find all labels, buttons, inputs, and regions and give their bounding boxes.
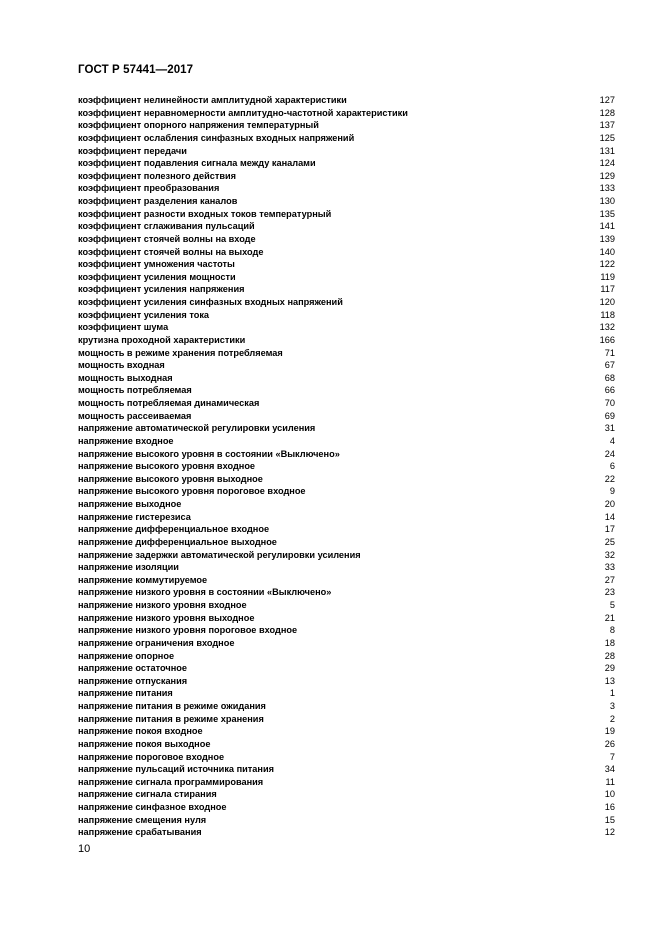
index-number: 4	[609, 435, 615, 446]
index-entry	[78, 675, 615, 688]
index-term: коэффициент стоячей волны на выходе	[78, 246, 264, 257]
index-entry	[78, 549, 615, 562]
index-entry	[78, 776, 615, 789]
index-term: коэффициент ослабления синфазных входных напряжений	[78, 132, 355, 143]
index-entry	[78, 523, 615, 536]
index-entry	[78, 586, 615, 599]
index-term: напряжение синфазное входное	[78, 802, 227, 812]
index-number: 125	[599, 132, 615, 143]
index-term: напряжение опорное	[78, 650, 175, 661]
index-entry	[78, 637, 615, 650]
index-number: 129	[599, 170, 615, 181]
index-number: 10	[604, 789, 615, 800]
index-entry	[78, 182, 615, 195]
index-number: 21	[604, 612, 615, 623]
index-entry	[78, 119, 615, 132]
index-entry	[78, 687, 615, 700]
index-number: 120	[599, 297, 615, 307]
index-number: 6	[609, 461, 615, 472]
index-term: напряжение высокого уровня в состоянии «Выключено»	[78, 448, 340, 459]
index-entry	[78, 624, 615, 637]
index-number: 16	[604, 802, 615, 812]
index-number: 23	[604, 587, 615, 598]
index-term: напряжение входное	[78, 435, 174, 446]
index-number: 3	[609, 701, 615, 711]
index-entry	[78, 561, 615, 574]
index-term: коэффициент умножения частоты	[78, 259, 235, 270]
index-term: коэффициент шума	[78, 322, 169, 333]
index-term: коэффициент подавления сигнала между каналами	[78, 158, 316, 169]
index-number: 18	[604, 637, 615, 648]
index-term: напряжение высокого уровня пороговое входное	[78, 486, 306, 497]
index-term: напряжение выходное	[78, 499, 182, 509]
index-number: 24	[604, 448, 615, 459]
index-entry	[78, 107, 615, 120]
index-term: напряжение остаточное	[78, 663, 187, 674]
index-number: 133	[599, 183, 615, 194]
index-term: коэффициент усиления напряжения	[78, 284, 245, 295]
index-number: 27	[604, 574, 615, 585]
index-number: 31	[604, 423, 615, 434]
index-term: напряжение дифференциальное входное	[78, 524, 270, 535]
index-term: коэффициент полезного действия	[78, 170, 236, 181]
index-number: 166	[599, 334, 615, 345]
index-number: 34	[604, 764, 615, 775]
index-term: коэффициент преобразования	[78, 183, 220, 194]
index-term: коэффициент передачи	[78, 145, 187, 156]
index-entry	[78, 826, 615, 839]
index-term: напряжение покоя входное	[78, 726, 203, 737]
index-term: напряжение покоя выходное	[78, 738, 211, 749]
index-entry	[78, 448, 615, 461]
index-term: напряжение пороговое входное	[78, 751, 225, 762]
index-number: 131	[599, 145, 615, 156]
index-entry	[78, 132, 615, 145]
index-term: коэффициент разности входных токов температурный	[78, 208, 332, 219]
index-entry	[78, 713, 615, 726]
page-number: 10	[78, 843, 91, 855]
index-entry	[78, 498, 615, 511]
index-term: напряжение питания в режиме ожидания	[78, 701, 266, 711]
index-entry	[78, 296, 615, 309]
index-entry	[78, 334, 615, 347]
index-number: 66	[604, 385, 615, 396]
index-term: коэффициент разделения каналов	[78, 196, 238, 206]
index-term: напряжение сигнала стирания	[78, 789, 217, 800]
index-term: напряжение низкого уровня в состоянии «Выключено»	[78, 587, 332, 598]
index-term: мощность рассеиваемая	[78, 410, 192, 421]
index-number: 29	[604, 663, 615, 674]
index-number: 128	[599, 107, 615, 118]
index-entry	[78, 170, 615, 183]
index-entry	[78, 612, 615, 625]
index-number: 68	[604, 372, 615, 383]
index-number: 69	[604, 410, 615, 421]
index-entry	[78, 157, 615, 170]
index-number: 140	[599, 246, 615, 257]
index-entry	[78, 359, 615, 372]
index-term: напряжение ограничения входное	[78, 637, 235, 648]
index-number: 124	[599, 158, 615, 169]
index-term: мощность в режиме хранения потребляемая	[78, 347, 283, 358]
index-number: 25	[604, 536, 615, 547]
index-number: 9	[609, 486, 615, 497]
index-term: напряжение задержки автоматической регулировки усиления	[78, 549, 361, 560]
index-term: коэффициент усиления мощности	[78, 271, 236, 282]
index-number: 15	[604, 814, 615, 825]
index-number: 67	[604, 360, 615, 371]
index-term: напряжение низкого уровня выходное	[78, 612, 255, 623]
index-entry	[78, 751, 615, 764]
index-entry	[78, 258, 615, 271]
index-term: коэффициент опорного напряжения температурный	[78, 120, 319, 131]
index-entry	[78, 145, 615, 158]
index-term: напряжение высокого уровня выходное	[78, 473, 263, 484]
index-term: напряжение автоматической регулировки усиления	[78, 423, 316, 434]
index-entry	[78, 599, 615, 612]
index-term: напряжение гистерезиса	[78, 511, 191, 522]
index-number: 26	[604, 738, 615, 749]
index-entry	[78, 511, 615, 524]
index-entry	[78, 309, 615, 322]
index-number: 117	[600, 284, 615, 295]
index-term: крутизна проходной характеристики	[78, 334, 246, 345]
index-entry	[78, 94, 615, 107]
index-term: напряжение срабатывания	[78, 827, 202, 838]
index-term: мощность потребляемая динамическая	[78, 398, 260, 408]
index-term: коэффициент стоячей волны на входе	[78, 233, 256, 244]
index-number: 28	[604, 650, 615, 661]
index-term: напряжение пульсаций источника питания	[78, 764, 274, 775]
index-number: 118	[600, 309, 615, 320]
index-number: 7	[609, 751, 615, 762]
index-entry	[78, 397, 615, 410]
index-entry	[78, 473, 615, 486]
index-term: напряжение коммутируемое	[78, 574, 208, 585]
index-term: напряжение низкого уровня входное	[78, 600, 247, 610]
index-entry	[78, 321, 615, 334]
index-term: коэффициент нелинейности амплитудной характеристики	[78, 95, 347, 105]
index-entry	[78, 574, 615, 587]
index-term: мощность потребляемая	[78, 385, 192, 396]
index-number: 20	[604, 499, 615, 509]
index-term: мощность входная	[78, 360, 165, 371]
index-term: напряжение сигнала программирования	[78, 776, 264, 787]
index-term: напряжение питания	[78, 688, 173, 699]
index-entry	[78, 283, 615, 296]
index-entry	[78, 410, 615, 423]
index-term: напряжение высокого уровня входное	[78, 461, 256, 472]
index-entry	[78, 801, 615, 814]
index-entry	[78, 536, 615, 549]
index-number: 122	[599, 259, 615, 270]
index-entry	[78, 372, 615, 385]
index-number: 19	[604, 726, 615, 737]
index-number: 13	[604, 675, 615, 686]
index-number: 33	[604, 562, 615, 573]
index-number: 127	[599, 95, 615, 105]
index-term: напряжение низкого уровня пороговое входное	[78, 625, 298, 636]
index-term: коэффициент сглаживания пульсаций	[78, 221, 255, 232]
document-header: ГОСТ Р 57441—2017	[78, 64, 194, 76]
index-number: 132	[599, 322, 615, 333]
index-term: напряжение изоляции	[78, 562, 179, 573]
index-term: мощность выходная	[78, 372, 173, 383]
index-term: коэффициент усиления синфазных входных напряжений	[78, 297, 343, 307]
index-entry	[78, 814, 615, 827]
index-entry	[78, 725, 615, 738]
index-entry	[78, 384, 615, 397]
index-number: 119	[600, 271, 615, 282]
index-number: 32	[604, 549, 615, 560]
index-number: 70	[604, 398, 615, 408]
index-term: коэффициент усиления тока	[78, 309, 210, 320]
index-entry	[78, 460, 615, 473]
index-entry	[78, 763, 615, 776]
index-number: 141	[599, 221, 615, 232]
index-entry	[78, 738, 615, 751]
index-number: 12	[604, 827, 615, 838]
index-number: 137	[599, 120, 615, 131]
term-index-list	[78, 94, 615, 839]
index-entry	[78, 788, 615, 801]
index-term: коэффициент неравномерности амплитудно-частотной характеристики	[78, 107, 408, 118]
index-term: напряжение дифференциальное выходное	[78, 536, 277, 547]
index-number: 5	[609, 600, 615, 610]
index-entry	[78, 347, 615, 360]
index-entry	[78, 271, 615, 284]
index-term: напряжение питания в режиме хранения	[78, 713, 264, 724]
index-number: 8	[609, 625, 615, 636]
index-entry	[78, 220, 615, 233]
index-entry	[78, 246, 615, 259]
index-entry	[78, 195, 615, 208]
index-entry	[78, 485, 615, 498]
index-number: 139	[599, 233, 615, 244]
index-term: напряжение отпускания	[78, 675, 188, 686]
index-number: 14	[604, 511, 615, 522]
index-entry	[78, 650, 615, 663]
index-number: 22	[604, 473, 615, 484]
index-number: 2	[609, 713, 615, 724]
index-number: 130	[599, 196, 615, 206]
index-entry	[78, 700, 615, 713]
index-entry	[78, 662, 615, 675]
index-number: 71	[604, 347, 615, 358]
index-entry	[78, 208, 615, 221]
index-number: 17	[604, 524, 615, 535]
index-number: 135	[599, 208, 615, 219]
index-entry	[78, 422, 615, 435]
index-term: напряжение смещения нуля	[78, 814, 207, 825]
index-number: 1	[609, 688, 615, 699]
index-entry	[78, 435, 615, 448]
index-entry	[78, 233, 615, 246]
index-number: 11	[605, 776, 615, 787]
